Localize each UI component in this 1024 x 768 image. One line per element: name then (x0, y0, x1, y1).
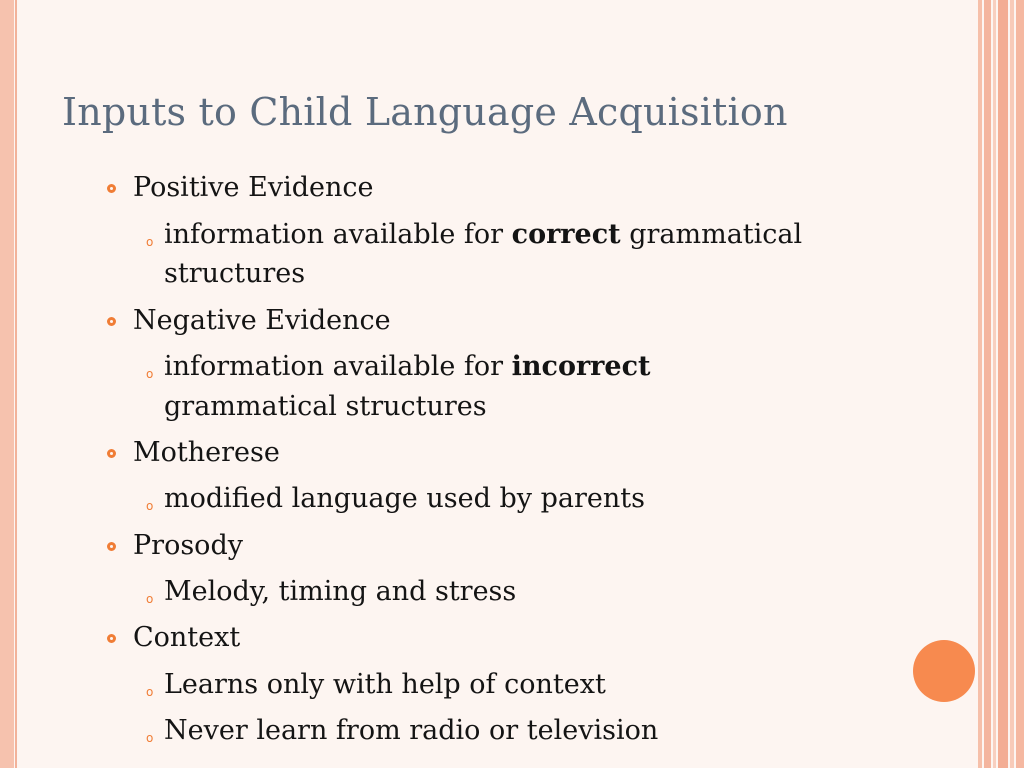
sub-item-negative-evidence-line2: grammatical structures (164, 391, 487, 422)
sub-bullet-icon: o (146, 731, 154, 745)
bullet-negative-evidence: Negative Evidence (133, 305, 391, 336)
emphasis-correct: correct (511, 219, 621, 250)
bullet-context: Context (133, 622, 241, 653)
bullet-icon (107, 184, 116, 193)
sub-bullet-icon: o (146, 235, 154, 249)
sub-bullet-icon: o (146, 499, 154, 513)
bullet-motherese: Motherese (133, 437, 280, 468)
sub-item-motherese: modified language used by parents (164, 483, 645, 514)
sub-bullet-icon: o (146, 685, 154, 699)
sub-item-context-2: Never learn from radio or television (164, 715, 659, 746)
left-border-line (15, 0, 17, 768)
bullet-prosody: Prosody (133, 530, 243, 561)
right-stripe (993, 0, 996, 768)
right-stripe (1010, 0, 1014, 768)
sub-item-positive-evidence: information available for correct grammatical (164, 219, 803, 250)
bullet-icon (107, 317, 116, 326)
bullet-icon (107, 634, 116, 643)
right-stripe (984, 0, 991, 768)
sub-item-context-1: Learns only with help of context (164, 669, 606, 700)
slide-title: Inputs to Child Language Acquisition (62, 90, 788, 134)
decorative-circle (913, 640, 975, 702)
emphasis-incorrect: incorrect (511, 351, 651, 382)
sub-item-negative-evidence: information available for incorrect (164, 351, 651, 382)
right-stripe (978, 0, 982, 768)
sub-item-positive-evidence-line2: structures (164, 258, 306, 289)
bullet-icon (107, 449, 116, 458)
sub-bullet-icon: o (146, 367, 154, 381)
sub-item-prosody: Melody, timing and stress (164, 576, 517, 607)
bullet-icon (107, 542, 116, 551)
right-stripe (998, 0, 1008, 768)
sub-bullet-icon: o (146, 592, 154, 606)
right-stripe (1016, 0, 1024, 768)
left-border-strip (0, 0, 14, 768)
bullet-positive-evidence: Positive Evidence (133, 172, 374, 203)
